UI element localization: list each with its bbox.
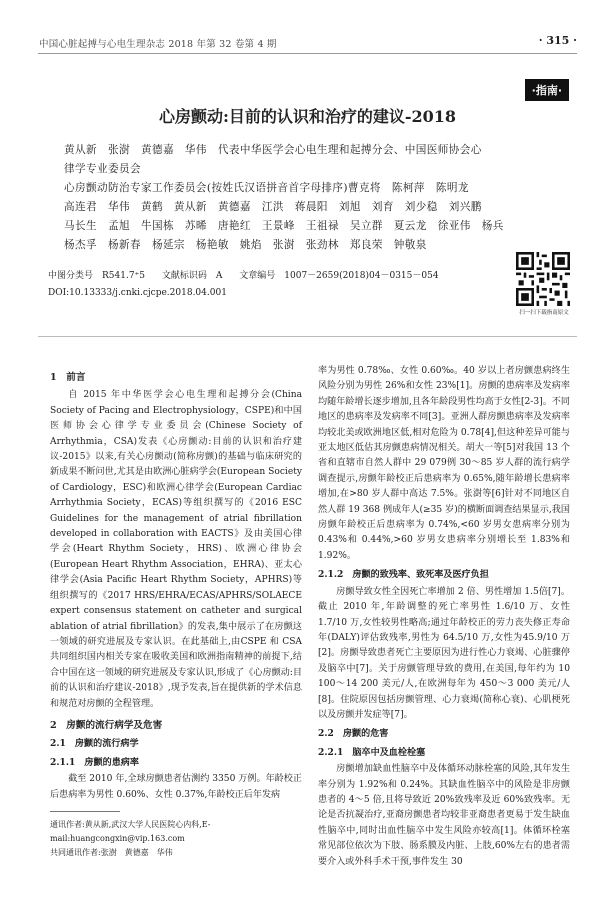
subsection-heading: 2.2 房颤的危害 — [318, 728, 389, 740]
right-column — [318, 364, 570, 870]
author-line: 马长生 孟旭 牛国栋 苏晞 唐艳红 王景峰 王祖禄 吴立群 夏云龙 徐亚伟 杨兵 — [64, 220, 504, 232]
left-column — [50, 364, 302, 803]
body-paragraph: 截至 2010 年,全球房颤患者估测约 3350 万例。年龄校正后患病率为男性 0.60%、女性 0.37%,年龄校正后年发病 — [50, 774, 302, 800]
doi[interactable]: DOI:10.13333/j.cnki.cjcpe.2018.04.001 — [48, 288, 227, 298]
co-corresponding-authors: 共同通讯作者:张澍 黄德嘉 华伟 — [50, 848, 173, 857]
journal-name: 中国心脏起搏与心电生理杂志 2018 年第 32 卷第 4 期 — [39, 39, 277, 50]
article-title: 心房颤动:目前的认识和治疗的建议-2018 — [158, 107, 457, 126]
footnote-rule — [50, 811, 120, 812]
body-paragraph: 率为男性 0.78‰、女性 0.60‰。40 岁以上者房颤患病终生风险分别为男性 26%和女性 23%[1]。房颤的患病率及发病率均随年龄增长逐步增加,且各年龄段男性均高于女性[2-3]。不同地区的患病率及发病率不同[3]。亚洲人群房颤患病率及发病率均较北美或欧洲地区低,相对危险为 0.78[4],但这种差异可能与亚太地区低估其房颤患病情况相关。胡大一等[5]对我国 13 个省和直辖市自然人群中 29 079例 30～85 岁人群的流行病学调查提示,房颤年龄校正后患病率为 0.65%,随年龄增长患病率增加,在>80 岁人群中高达 7.5%。张澍等[6]针对不同地区自然人群 19 368 例成年人(≥35 岁)的横断面调查结果显示,我国房颤年龄校正后患病率为 0.74%,<60 岁男女患病率分别为 0.43%和 0.44%,>60 岁男女患病率分别增长至 1.83%和 1.92%。 — [318, 366, 570, 561]
section-divider — [38, 336, 577, 337]
author-line: 律学专业委员会 — [64, 163, 141, 175]
subsection-heading: 2.2.1 脑卒中及血栓栓塞 — [318, 746, 426, 758]
section-heading: 2 房颤的流行病学及危害 — [50, 719, 163, 731]
body-paragraph: 房颤增加缺血性脑卒中及体循环动脉栓塞的风险,其年发生率分别为 1.92%和 0.24%。其缺血性脑卒中的风险是非房颤患者的 4～5 倍,且将导致近 20%致残率及近 60%致残率。无论是否抗凝治疗,亚裔房颤患者均较非亚裔患者更易于发生缺血性脑卒中,同时出血性脑卒中发生风险亦较高[1]。体循环栓塞常见部位依次为下肢、肠系膜及内脏、上肢,60%左右的患者需要介入或外科手术干预,事件发生 30 — [318, 764, 570, 867]
author-line: 黄从新 张澍 黄德嘉 华伟 代表中华医学会心电生理和起搏分会、中国医师协会心 — [64, 144, 482, 156]
subsection-heading: 2.1 房颤的流行病学 — [50, 738, 139, 750]
page-header — [0, 0, 615, 56]
document-code: 文献标识码 A — [161, 271, 223, 281]
clc-number: 中图分类号 R541.7⁺5 — [48, 271, 146, 281]
article-meta — [48, 268, 453, 302]
footnote — [50, 818, 300, 860]
corresponding-author: 通讯作者:黄从新,武汉大学人民医院心内科,E-mail:huangcongxin@vip.163.com — [50, 820, 211, 843]
body-paragraph: 自 2015 年中华医学会心电生理和起搏分会(China Society of Pacing and Electrophysiology，CSPE)和中国医师协会心律学专业委员会(Chinese Society of Arrhythmia，CSA)发表《心房颤动:目前的认识和治疗建议-2015》以来,有关心房颤动(简称房颤)的基础与临床研究的新成果不断问世,尤其是由欧洲心脏病学会(European Society of Cardiology，ESC)和欧洲心律学会(European Cardiac Arrhythmia Society，ECAS)等组织撰写的《2016 ESC Guidelines for the management of atrial fibrillation developed in collaboration with EACTS》及由美国心律学会(Heart Rhythm Society，HRS)、欧洲心律协会(European Heart Rhythm Association，EHRA)、亚太心律学会(Asia Pacific Heart Rhythm Society，APHRS)等组织撰写的《2017 HRS/EHRA/ECAS/APHRS/SOLAECE expert consensus statement on catheter and surgical ablation of atrial fibrillation》的发表,集中展示了在房颤这一领域的研究进展及专家认识。在此基础上,由CSPE 和 CSA 共同组织国内相关专家在吸收美国和欧洲指南精神的前提下,结合中国在这一领域的研究进展及专家认识,形成了《心房颤动:目前的认识和治疗建议-2018》,现予发表,旨在提供新的学术信息和规范对房颤的全程管理。 — [50, 390, 302, 709]
author-line: 心房颤动防治专家工作委员会(按姓氏汉语拼音首字母排序)曹克将 陈柯萍 陈明龙 — [64, 182, 469, 194]
page-number: · 315 · — [538, 34, 577, 47]
qr-caption: 扫一扫下载指南原文 — [519, 310, 569, 316]
qr-code-icon[interactable] — [516, 252, 570, 306]
body-paragraph: 房颤导致女性全因死亡率增加 2 倍、男性增加 1.5倍[7]。截止 2010 年,年龄调整的死亡率男性 1.6/10 万、女性 1.7/10 万,女性较男性略高;通过年龄校正的劳力丧失修正寿命年(DALY)评估致残率,男性为 64.5/10 万,女性为45.9/10 万[2]。房颤导致患者死亡主要原因为进行性心力衰竭、心脏骤停及脑卒中[7]。关于房颤管理导致的费用,在美国,每年约为 10 100～14 200 美元/人,在欧洲每年为 450～3 000 美元/人[8]。住院原因包括房颤管理、心力衰竭(简称心衰)、心肌梗死以及房颤并发症等[7]。 — [318, 586, 570, 720]
header-rule — [38, 53, 577, 54]
author-line: 杨杰孚 杨新春 杨延宗 杨艳敏 姚焰 张澍 张劲林 郑良荣 钟敬泉 — [64, 239, 427, 251]
section-tag: ·指南· — [525, 79, 569, 101]
section-heading: 1 前言 — [50, 372, 86, 383]
article-id: 文章编号 1007－2659(2018)04－0315－054 — [239, 271, 439, 281]
subsection-heading: 2.1.1 房颤的患病率 — [50, 756, 139, 768]
author-line: 高连君 华伟 黄鹤 黄从新 黄德嘉 江洪 蒋晨阳 刘旭 刘育 刘少稳 刘兴鹏 — [64, 201, 482, 213]
author-list — [64, 141, 564, 255]
subsection-heading: 2.1.2 房颤的致残率、致死率及医疗负担 — [318, 569, 489, 581]
